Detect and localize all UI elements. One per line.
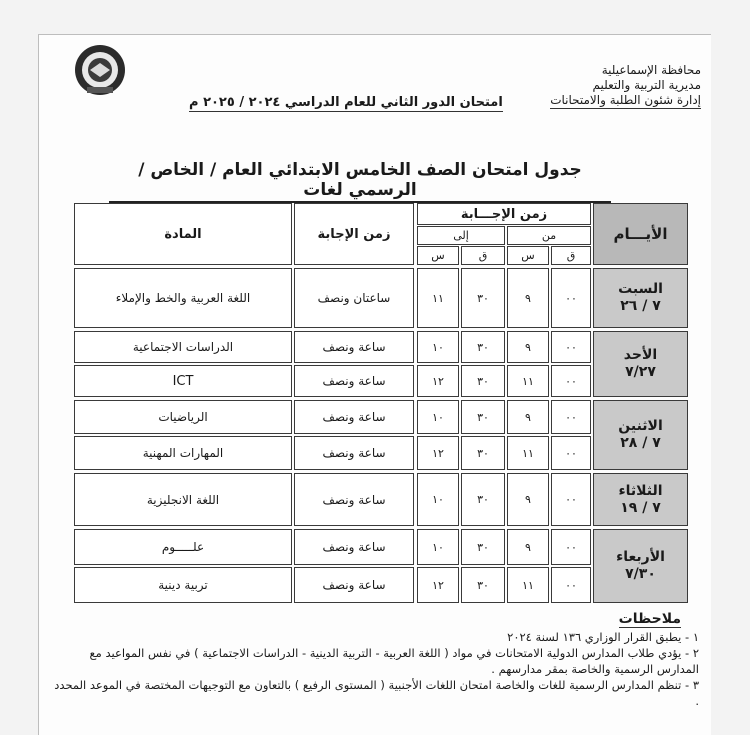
day-name: الأحد bbox=[623, 347, 658, 363]
subject-cell: المهارات المهنية bbox=[74, 436, 292, 470]
duration-cell: ساعة ونصف bbox=[294, 400, 414, 434]
duration-column-header: زمن الإجابة bbox=[294, 203, 414, 265]
minute-subheader: ق bbox=[551, 246, 591, 265]
schedule-title: جدول امتحان الصف الخامس الابتدائي العام / الخاص / الرسمي لغات bbox=[109, 160, 611, 203]
day-name: السبت bbox=[618, 281, 663, 297]
from-hour-cell: ٩ bbox=[507, 268, 549, 328]
from-hour-cell: ١١ bbox=[507, 436, 549, 470]
day-date: ٧/٣٠ bbox=[625, 566, 656, 582]
to-minute-cell: ٣٠ bbox=[461, 400, 505, 434]
document-page bbox=[38, 34, 711, 735]
note-item: ٢ - يؤدي طلاب المدارس الدولية الامتحانات في مواد ( اللغة العربية - التربية الدينية - الدراسات الاجتماعية ) في نفس المواعيد مع المدارس الرسمية والخاصة بمقر مدارسهم . bbox=[89, 646, 699, 676]
from-minute-cell: ٠٠ bbox=[551, 567, 591, 603]
duration-cell: ساعة ونصف bbox=[294, 365, 414, 397]
from-column-header: من bbox=[507, 226, 591, 245]
to-hour-cell: ١١ bbox=[417, 268, 459, 328]
from-minute-cell: ٠٠ bbox=[551, 331, 591, 363]
day-name: الثلاثاء bbox=[618, 482, 663, 499]
to-hour-cell: ١٢ bbox=[417, 365, 459, 397]
days-column-header: الأيـــام bbox=[593, 203, 688, 265]
day-cell bbox=[593, 400, 688, 470]
directorate-label: مديرية التربية والتعليم bbox=[592, 78, 701, 92]
to-minute-cell: ٣٠ bbox=[461, 436, 505, 470]
duration-cell: ساعة ونصف bbox=[294, 331, 414, 363]
issuer-header bbox=[550, 63, 701, 109]
day-date: ٧ / ٢٨ bbox=[620, 435, 661, 451]
to-minute-cell: ٣٠ bbox=[461, 365, 505, 397]
from-hour-cell: ٩ bbox=[507, 400, 549, 434]
exam-schedule-table bbox=[74, 203, 688, 603]
note-item: ٣ - تنظم المدارس الرسمية للغات والخاصة امتحان اللغات الأجنبية ( المستوى الرفيع ) بالتعاون مع التوجيهات المختصة في الموعد المحدد . bbox=[54, 678, 699, 708]
hour-subheader: س bbox=[507, 246, 549, 265]
from-minute-cell: ٠٠ bbox=[551, 529, 591, 565]
to-hour-cell: ١٢ bbox=[417, 567, 459, 603]
day-cell bbox=[593, 331, 688, 397]
notes-list bbox=[49, 629, 699, 709]
duration-cell: ساعة ونصف bbox=[294, 473, 414, 526]
to-minute-cell: ٣٠ bbox=[461, 331, 505, 363]
from-hour-cell: ٩ bbox=[507, 473, 549, 526]
to-hour-cell: ١٠ bbox=[417, 400, 459, 434]
subject-cell: علـــــوم bbox=[74, 529, 292, 565]
subject-cell: الرياضيات bbox=[74, 400, 292, 434]
day-name: الأربعاء bbox=[616, 549, 665, 565]
subject-column-header: المادة bbox=[74, 203, 292, 265]
subject-cell: ICT bbox=[74, 365, 292, 397]
to-minute-cell: ٣٠ bbox=[461, 473, 505, 526]
day-name: الاثنين bbox=[618, 418, 663, 434]
to-minute-cell: ٣٠ bbox=[461, 268, 505, 328]
duration-cell: ساعة ونصف bbox=[294, 436, 414, 470]
duration-cell: ساعة ونصف bbox=[294, 567, 414, 603]
day-date: ٧/٢٧ bbox=[625, 364, 656, 380]
from-hour-cell: ١١ bbox=[507, 567, 549, 603]
to-minute-cell: ٣٠ bbox=[461, 567, 505, 603]
day-cell bbox=[593, 268, 688, 328]
from-hour-cell: ٩ bbox=[507, 529, 549, 565]
day-cell bbox=[593, 473, 688, 526]
ministry-logo-icon bbox=[73, 43, 127, 97]
to-hour-cell: ١٢ bbox=[417, 436, 459, 470]
to-hour-cell: ١٠ bbox=[417, 473, 459, 526]
subject-cell: تربية دينية bbox=[74, 567, 292, 603]
from-minute-cell: ٠٠ bbox=[551, 268, 591, 328]
answer-time-group-header: زمن الإجـــابة bbox=[417, 203, 591, 225]
minute-subheader: ق bbox=[461, 246, 505, 265]
day-cell bbox=[593, 529, 688, 603]
from-minute-cell: ٠٠ bbox=[551, 436, 591, 470]
from-hour-cell: ١١ bbox=[507, 365, 549, 397]
department-label: إدارة شئون الطلبة والامتحانات bbox=[550, 93, 701, 107]
subject-cell: الدراسات الاجتماعية bbox=[74, 331, 292, 363]
exam-round-title: امتحان الدور الثاني للعام الدراسي ٢٠٢٤ / ٢٠٢٥ م bbox=[189, 95, 503, 110]
to-minute-cell: ٣٠ bbox=[461, 529, 505, 565]
from-minute-cell: ٠٠ bbox=[551, 365, 591, 397]
day-date: ٧ / ٢٦ bbox=[620, 298, 661, 314]
duration-cell: ساعتان ونصف bbox=[294, 268, 414, 328]
to-hour-cell: ١٠ bbox=[417, 331, 459, 363]
hour-subheader: س bbox=[417, 246, 459, 265]
governorate-label: محافظة الإسماعيلية bbox=[601, 63, 701, 77]
from-minute-cell: ٠٠ bbox=[551, 400, 591, 434]
from-minute-cell: ٠٠ bbox=[551, 473, 591, 526]
duration-cell: ساعة ونصف bbox=[294, 529, 414, 565]
day-date: ٧ / ١٩ bbox=[620, 499, 661, 516]
to-hour-cell: ١٠ bbox=[417, 529, 459, 565]
subject-cell: اللغة العربية والخط والإملاء bbox=[74, 268, 292, 328]
note-item: ١ - يطبق القرار الوزاري ١٣٦ لسنة ٢٠٢٤ bbox=[507, 630, 699, 644]
to-column-header: إلى bbox=[417, 226, 505, 245]
from-hour-cell: ٩ bbox=[507, 331, 549, 363]
notes-heading: ملاحظات bbox=[618, 611, 681, 627]
subject-cell: اللغة الانجليزية bbox=[74, 473, 292, 526]
